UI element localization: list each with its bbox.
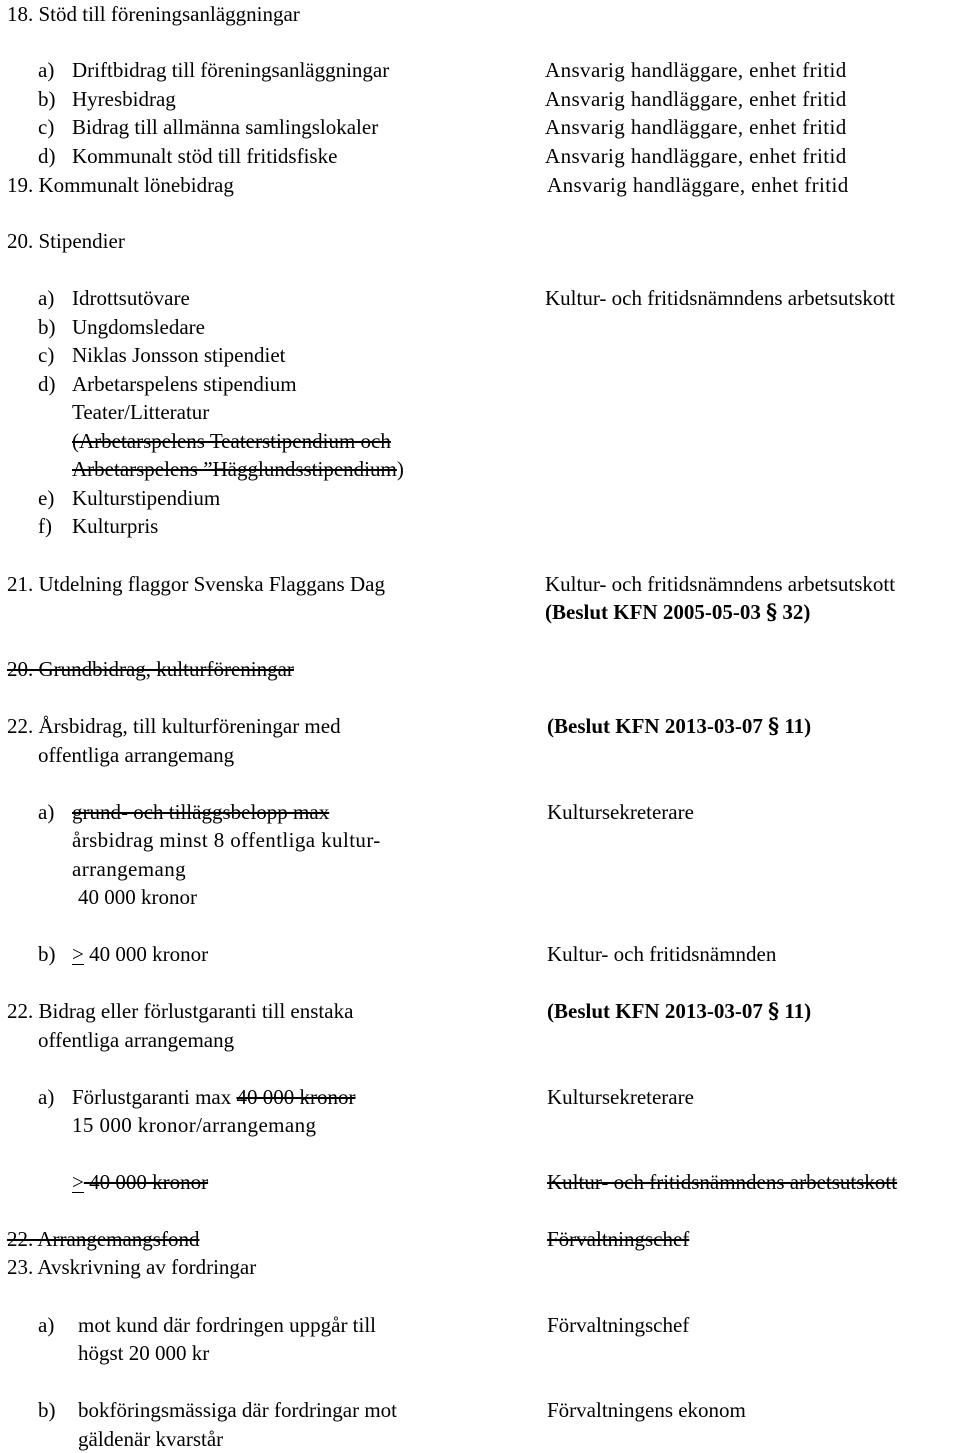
s20-item-d-close-paren: ) <box>396 457 404 481</box>
s20-item-a-text: Idrottsutövare <box>72 286 190 310</box>
s20-item-d-subtext: Teater/Litteratur <box>72 400 210 424</box>
s22b-item-a-struck: 40 000 kronor <box>236 1085 356 1109</box>
s18-item-c-responsible: Ansvarig handläggare, enhet fritid <box>545 115 847 139</box>
s22b-item-a-label: a) <box>38 1085 55 1109</box>
s23-item-a-label: a) <box>38 1313 55 1337</box>
s22a-decision <box>547 712 811 740</box>
section-sign-icon: § <box>768 998 780 1023</box>
section-20b-heading-struck: 20. Grundbidrag, kulturföreningar <box>7 657 294 681</box>
section-22b-heading-line-2: offentliga arrangemang <box>38 1028 235 1052</box>
s23-item-b-line-2: gäldenär kvarstår <box>78 1427 224 1451</box>
section-21-heading: 21. Utdelning flaggor Svenska Flaggans Dag <box>7 572 385 596</box>
section-22a-heading: 22. Årsbidrag, till kulturföreningar med <box>7 714 341 738</box>
s18-item-b-label: b) <box>38 87 56 111</box>
s18-item-d-responsible: Ansvarig handläggare, enhet fritid <box>545 144 847 168</box>
greater-or-equal-icon: > <box>72 1170 84 1194</box>
s23-item-a-responsible: Förvaltningschef <box>547 1313 690 1337</box>
s22b-item-a-text-line <box>72 1083 355 1111</box>
s22a-decision-suffix: 11) <box>784 714 812 738</box>
section-20-heading: 20. Stipendier <box>7 229 125 253</box>
s20-responsible: Kultur- och fritidsnämndens arbetsutskott <box>545 286 896 310</box>
s23-item-b-label: b) <box>38 1398 56 1422</box>
s20-item-c-text: Niklas Jonsson stipendiet <box>72 343 286 367</box>
s22a-item-b-responsible: Kultur- och fritidsnämnden <box>547 942 777 966</box>
s22a-item-a-responsible: Kultursekreterare <box>547 800 694 824</box>
s18-item-a-label: a) <box>38 58 55 82</box>
s22b-item-c-responsible-struck: Kultur- och fritidsnämndens arbetsutskott <box>547 1170 898 1194</box>
s22a-item-b-label: b) <box>38 942 56 966</box>
s21-decision <box>545 598 810 626</box>
s22b-decision <box>547 997 811 1025</box>
s19-responsible: Ansvarig handläggare, enhet fritid <box>547 173 849 197</box>
s20-item-d-struck-text: Arbetarspelens ”Hägglundsstipendium <box>72 457 397 481</box>
s20-item-b-label: b) <box>38 315 56 339</box>
s22b-decision-suffix: 11) <box>784 999 812 1023</box>
s21-decision-prefix: (Beslut KFN 2005-05-03 <box>545 600 761 624</box>
section-22b-heading: 22. Bidrag eller förlustgaranti till enstaka <box>7 999 354 1023</box>
s20-item-e-text: Kulturstipendium <box>72 486 221 510</box>
s18-item-b-text: Hyresbidrag <box>72 87 176 111</box>
s21-decision-suffix: 32) <box>782 600 811 624</box>
s22a-item-a-amount: 40 000 kronor <box>78 885 197 909</box>
s20-item-e-label: e) <box>38 486 55 510</box>
s18-item-a-text: Driftbidrag till föreningsanläggningar <box>72 58 390 82</box>
s22a-item-b-text: 40 000 kronor <box>89 942 209 966</box>
s22c-responsible-struck: Förvaltningschef <box>547 1227 690 1251</box>
s22a-item-a-struck: grund- och tilläggsbelopp max <box>72 800 330 824</box>
s22a-item-a-line-3: arrangemang <box>72 857 187 881</box>
s20-item-b-text: Ungdomsledare <box>72 315 205 339</box>
s22b-item-a-line-2: 15 000 kronor/arrangemang <box>72 1113 317 1137</box>
section-19-heading: 19. Kommunalt lönebidrag <box>7 173 234 197</box>
s23-item-b-text: bokföringsmässiga där fordringar mot <box>78 1398 398 1422</box>
s23-item-a-line-2: högst 20 000 kr <box>78 1341 210 1365</box>
s18-item-d-label: d) <box>38 144 56 168</box>
s20-item-d-struck-line-1: (Arbetarspelens Teaterstipendium och <box>72 429 391 453</box>
s20-item-d-text: Arbetarspelens stipendium <box>72 372 297 396</box>
s22a-decision-prefix: (Beslut KFN 2013-03-07 <box>547 714 763 738</box>
section-23-heading: 23. Avskrivning av fordringar <box>7 1255 257 1279</box>
section-sign-icon: § <box>766 599 778 624</box>
s22a-item-a-line-2: årsbidrag minst 8 offentliga kultur- <box>72 828 381 852</box>
s22b-item-a-text: Förlustgaranti max <box>72 1085 232 1109</box>
s22b-item-c-text: 40 000 kronor <box>89 1170 209 1194</box>
s20-item-f-label: f) <box>38 514 52 538</box>
s22b-item-c-struck-line <box>72 1168 208 1196</box>
greater-or-equal-icon: > <box>72 942 84 966</box>
s18-item-d-text: Kommunalt stöd till fritidsfiske <box>72 144 338 168</box>
s22b-item-a-responsible: Kultursekreterare <box>547 1085 694 1109</box>
s18-item-a-responsible: Ansvarig handläggare, enhet fritid <box>545 58 847 82</box>
s18-item-c-label: c) <box>38 115 55 139</box>
section-sign-icon: § <box>768 713 780 738</box>
s20-item-f-text: Kulturpris <box>72 514 159 538</box>
s20-item-d-struck-line-2 <box>72 455 404 483</box>
s20-item-d-label: d) <box>38 372 56 396</box>
s18-item-c-text: Bidrag till allmänna samlingslokaler <box>72 115 379 139</box>
s23-item-a-text: mot kund där fordringen uppgår till <box>78 1313 377 1337</box>
s21-responsible: Kultur- och fritidsnämndens arbetsutskott <box>545 572 896 596</box>
s22a-item-a-label: a) <box>38 800 55 824</box>
s20-item-c-label: c) <box>38 343 55 367</box>
section-22c-heading-struck: 22. Arrangemangsfond <box>7 1227 200 1251</box>
s22a-item-b-text-line <box>72 940 208 968</box>
section-22a-heading-line-2: offentliga arrangemang <box>38 743 235 767</box>
s22b-decision-prefix: (Beslut KFN 2013-03-07 <box>547 999 763 1023</box>
s23-item-b-responsible: Förvaltningens ekonom <box>547 1398 746 1422</box>
s18-item-b-responsible: Ansvarig handläggare, enhet fritid <box>545 87 847 111</box>
section-18-heading: 18. Stöd till föreningsanläggningar <box>7 2 300 26</box>
s20-item-a-label: a) <box>38 286 55 310</box>
